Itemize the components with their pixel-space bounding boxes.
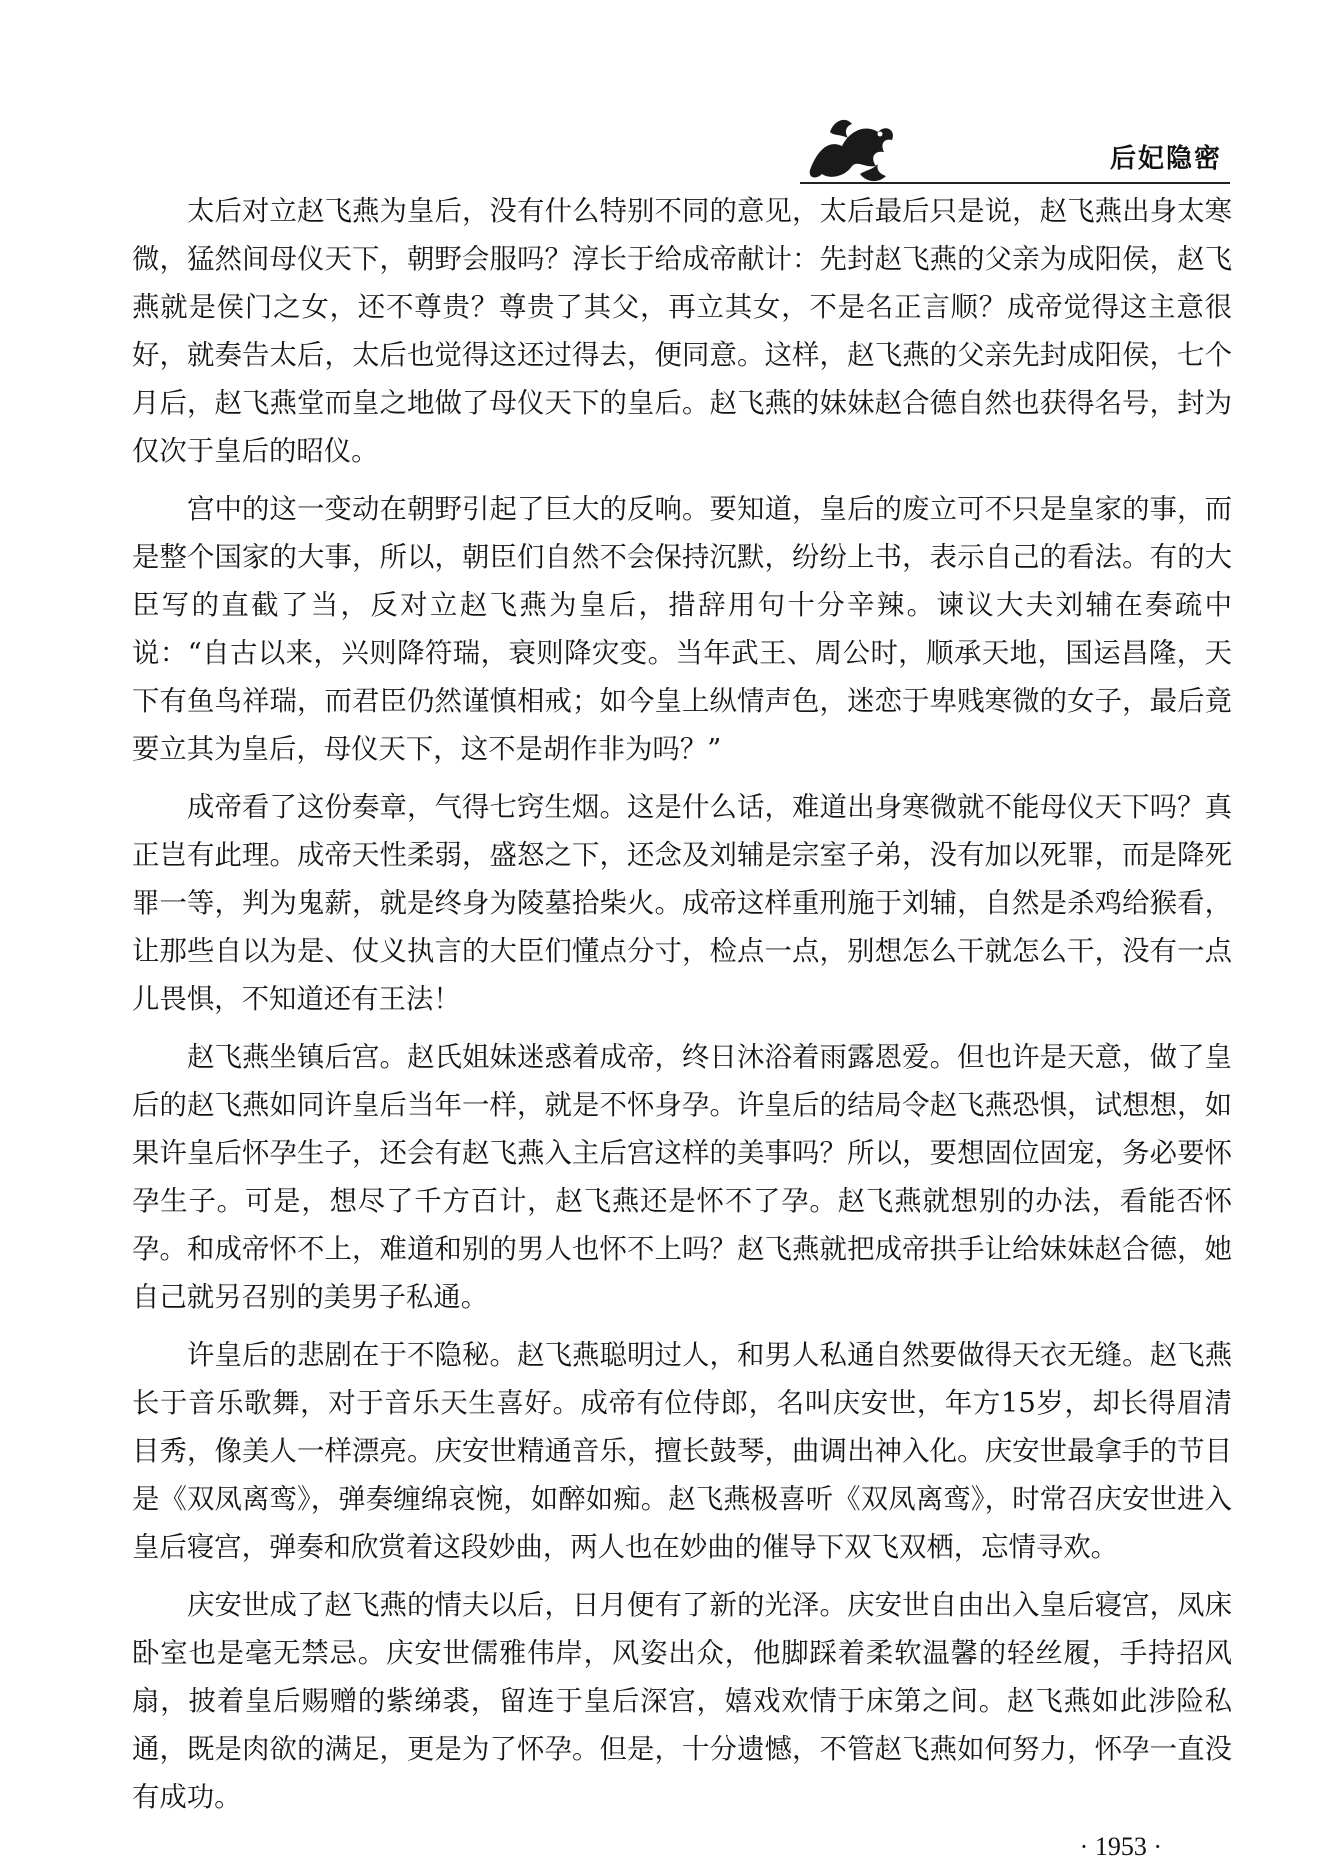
paragraph: 太后对立赵飞燕为皇后，没有什么特别不同的意见，太后最后只是说，赵飞燕出身太寒微，猛然间母仪天下，朝野会服吗？淳长于给成帝献计：先封赵飞燕的父亲为成阳侯，赵飞燕就是侯门之女，还不尊贵？尊贵了其父，再立其女，不是名正言顺？成帝觉得这主意很好，就奏告太后，太后也觉得这还过得去，便同意。这样，赵飞燕的父亲先封成阳侯，七个月后，赵飞燕堂而皇之地做了母仪天下的皇后。赵飞燕的妹妹赵合德自然也获得名号，封为仅次于皇后的昭仪。 bbox=[132, 196, 1232, 467]
paragraph: 宫中的这一变动在朝野引起了巨大的反响。要知道，皇后的废立可不只是皇家的事，而是整个国家的大事，所以，朝臣们自然不会保持沉默，纷纷上书，表示自己的看法。有的大臣写的直截了当，反对立赵飞燕为皇后，措辞用句十分辛辣。谏议大夫刘辅在奏疏中说：“自古以来，兴则降符瑞，衰则降灾变。当年武王、周公时，顺承天地，国运昌隆，天下有鱼鸟祥瑞，而君臣仍然谨慎相戒；如今皇上纵情声色，迷恋于卑贱寒微的女子，最后竟要立其为皇后，母仪天下，这不是胡作非为吗？” bbox=[132, 494, 1232, 765]
paragraph: 赵飞燕坐镇后宫。赵氏姐妹迷惑着成帝，终日沐浴着雨露恩爱。但也许是天意，做了皇后的赵飞燕如同许皇后当年一样，就是不怀身孕。许皇后的结局令赵飞燕恐惧，试想想，如果许皇后怀孕生子，还会有赵飞燕入主后宫这样的美事吗？所以，要想固位固宠，务必要怀孕生子。可是，想尽了千方百计，赵飞燕还是怀不了孕。赵飞燕就想别的办法，看能否怀孕。和成帝怀不上，难道和别的男人也怀不上吗？赵飞燕就把成帝拱手让给妹妹赵合德，她自己就另召别的美男子私通。 bbox=[132, 1042, 1232, 1313]
article-body bbox=[132, 188, 1232, 1832]
paragraph: 庆安世成了赵飞燕的情夫以后，日月便有了新的光泽。庆安世自由出入皇后寝宫，凤床卧室也是毫无禁忌。庆安世儒雅伟岸，风姿出众，他脚踩着柔软温馨的轻丝履，手持招风扇，披着皇后赐赠的紫绨裘，留连于皇后深宫，嬉戏欢情于床第之间。赵飞燕如此涉险私通，既是肉欲的满足，更是为了怀孕。但是，十分遗憾，不管赵飞燕如何努力，怀孕一直没有成功。 bbox=[132, 1590, 1232, 1813]
paragraph: 成帝看了这份奏章，气得七窍生烟。这是什么话，难道出身寒微就不能母仪天下吗？真正岂有此理。成帝天性柔弱，盛怒之下，还念及刘辅是宗室子弟，没有加以死罪，而是降死罪一等，判为鬼薪，就是终身为陵墓拾柴火。成帝这样重刑施于刘辅，自然是杀鸡给猴看，让那些自以为是、仗义执言的大臣们懂点分寸，检点一点，别想怎么干就怎么干，没有一点儿畏惧，不知道还有王法！ bbox=[132, 792, 1232, 1015]
page-number: · 1953 · bbox=[1079, 1832, 1162, 1861]
page-header bbox=[0, 0, 1322, 200]
dragon-emblem-icon bbox=[800, 110, 900, 190]
header-rule bbox=[800, 182, 1230, 184]
section-title: 后妃隐密 bbox=[1109, 144, 1222, 174]
paragraph: 许皇后的悲剧在于不隐秘。赵飞燕聪明过人，和男人私通自然要做得天衣无缝。赵飞燕长于音乐歌舞，对于音乐天生喜好。成帝有位侍郎，名叫庆安世，年方15岁，却长得眉清目秀，像美人一样漂亮。庆安世精通音乐，擅长鼓琴，曲调出神入化。庆安世最拿手的节目是《双凤离鸾》，弹奏缠绵哀惋，如醉如痴。赵飞燕极喜听《双凤离鸾》，时常召庆安世进入皇后寝宫，弹奏和欣赏着这段妙曲，两人也在妙曲的催导下双飞双栖，忘情寻欢。 bbox=[132, 1340, 1232, 1563]
